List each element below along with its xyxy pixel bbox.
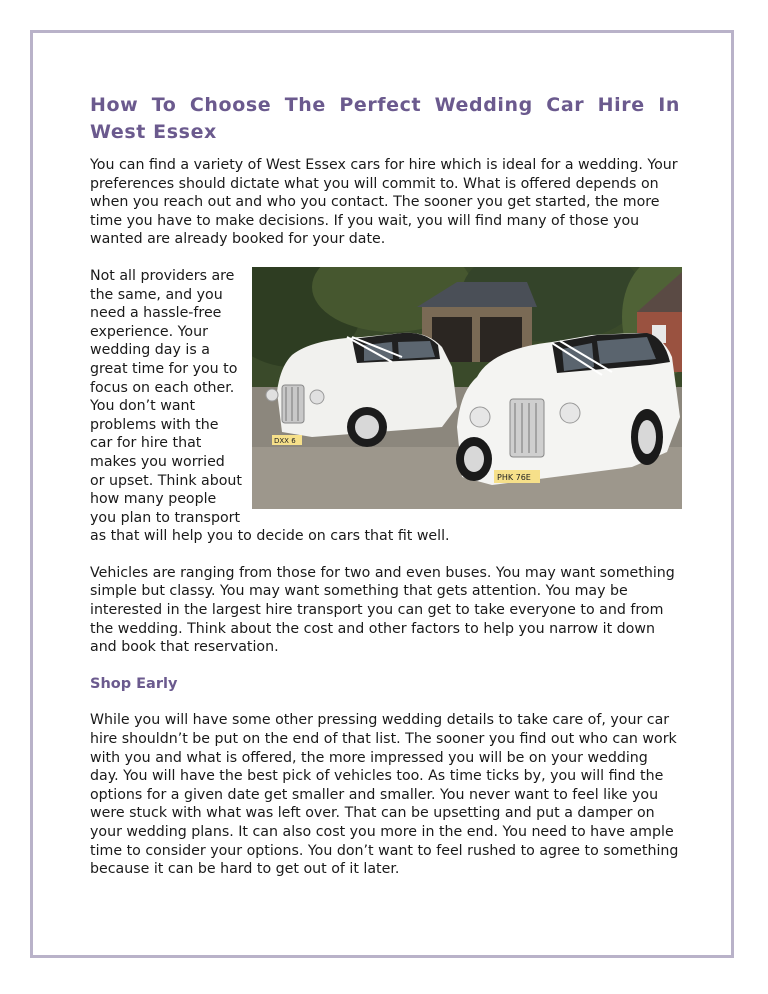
wedding-cars-photo xyxy=(252,267,682,509)
plate-left: DXX 6 xyxy=(274,436,296,445)
document-body xyxy=(90,92,680,897)
section-heading-shop-early: Shop Early xyxy=(90,675,178,692)
paragraph-providers: Not all providers are the same, and you need a hassle-free experience. Your wedding day is a great time for you to focus on each other. You don’t want problems with the car for hire that makes you worried or upset. Think about how many people you plan to transport as that will help you to decide on cars that fit well. xyxy=(90,267,450,545)
paragraph-shop-early: While you will have some other pressing wedding details to take care of, your car hire shouldn’t be put on the end of that list. The sooner you find out who can work with you and what is offered, the more impressed you will be on your wedding day. You will have the best pick of vehicles too. As time ticks by, you will find the options for a given date get smaller and smaller. You never want to feel like you were stuck with what was left over. That can be upsetting and put a damper on your wedding plans. It can also cost you more in the end. You need to have ample time to consider your options. You don’t want to feel rushed to agree to something because it can be hard to get out of it later. xyxy=(90,712,679,878)
paragraph-vehicles: Vehicles are ranging from those for two and even buses. You may want something simple but classy. You may want something that gets attention. You may be interested in the largest hire transport you can get to take everyone to and from the wedding. Think about the cost and other factors to help you narrow it down and book that reservation. xyxy=(90,564,675,656)
article-title: How To Choose The Perfect Wedding Car Hire In West Essex xyxy=(90,94,680,143)
intro-paragraph: You can find a variety of West Essex cars for hire which is ideal for a wedding. Your preferences should dictate what you will commit to. What is offered depends on when you reach out and who you contact. The sooner you get started, the more time you have to make decisions. If you wait, you will find many of those you wanted are already booked for your date. xyxy=(90,157,678,248)
plate-right: PHK 76E xyxy=(497,472,531,482)
